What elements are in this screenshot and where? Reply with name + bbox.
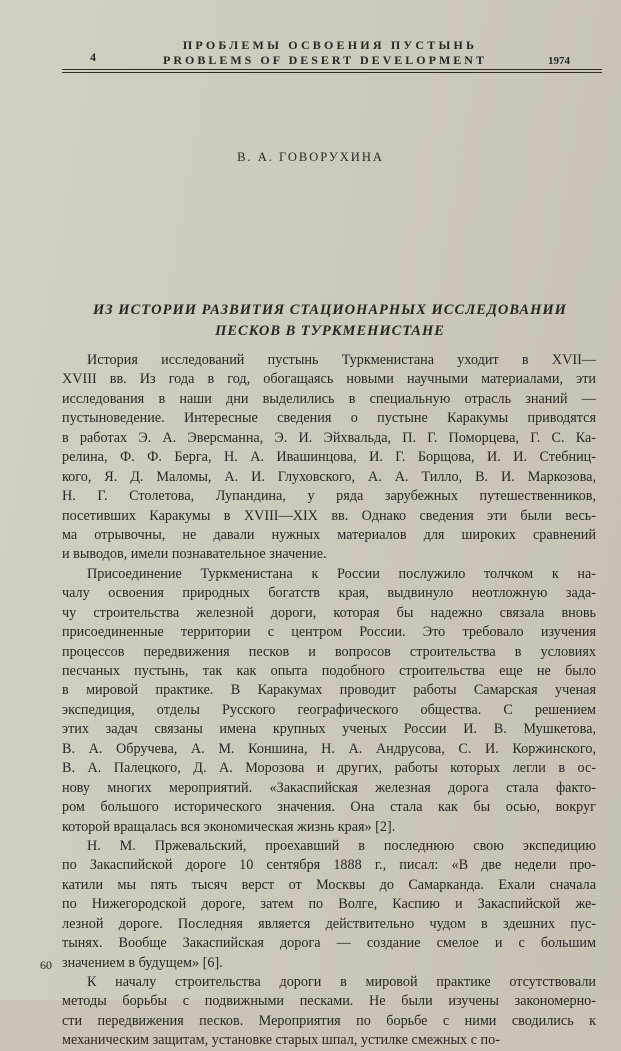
text-line: посетивших Каракумы в XVIII—XIX вв. Однако сведения эти были весь- (62, 507, 596, 524)
text-line: релина, Ф. Ф. Берга, Н. А. Ивашинцова, И. Г. Борщова, И. И. Стебниц- (62, 449, 596, 466)
text-line: механическим защитам, установке старых шпал, устилке смежных с по- (62, 1032, 500, 1049)
text-line: значением в будущем» [6]. (62, 954, 223, 971)
text-line: кого, Я. Д. Маломы, А. И. Глуховского, А. А. Тилло, В. И. Маркозова, (62, 468, 596, 485)
text-line: ма отрывочны, не давали нужных материалов для широких сравнений (62, 526, 596, 543)
text-line: по Закаспийской дороге 10 сентября 1888 г., писал: «В две недели про- (62, 857, 596, 874)
text-line: по Нижегородской дороге, затем по Волге, Каспию и Закаспийской же- (62, 896, 596, 913)
text-line: В. А. Обручева, А. М. Коншина, Н. А. Андрусова, С. И. Коржинского, (62, 740, 596, 757)
paragraph (62, 837, 596, 973)
text-line: методы борьбы с подвижными песками. Не были изучены закономерно- (62, 993, 596, 1010)
text-line: пустыноведение. Интересные сведения о пустыне Каракумы приводятся (62, 410, 596, 427)
article-title-line: ПЕСКОВ В ТУРКМЕНИСТАНЕ (215, 323, 445, 339)
article-title (60, 300, 600, 342)
text-line: в работах Э. А. Эверсманна, Э. И. Эйхвальда, П. Г. Поморцева, Г. С. Ка- (62, 429, 596, 446)
footer-page-number: 60 (40, 958, 52, 972)
text-line: К началу строительства дороги в мировой практике отсутствовали (87, 974, 596, 990)
text-line: сти передвижения песков. Мероприятия по борьбе с ними сводились к (62, 1012, 596, 1029)
header-year: 1974 (548, 55, 570, 67)
paragraph (62, 351, 596, 565)
article-title-line: ИЗ ИСТОРИИ РАЗВИТИЯ СТАЦИОНАРНЫХ ИССЛЕДОВАНИИ (93, 302, 567, 318)
text-line: лезной дороге. Последняя является действительно чудом в здешних пус- (62, 915, 596, 932)
text-line: чалу освоения природных богатств края, выдвинуло неотложную зада- (62, 585, 596, 602)
journal-title-en: PROBLEMS OF DESERT DEVELOPMENT (163, 53, 487, 67)
text-line: которой вращалась вся экономическая жизнь края» [2]. (62, 818, 396, 835)
text-line: нову многих мероприятий. «Закаспийская железная дорога стала факто- (62, 779, 596, 796)
text-line: присоединенные территории с центром России. Это требовало изучения (62, 624, 596, 641)
article-body (62, 351, 596, 1051)
paragraph (62, 973, 596, 1051)
header-page-number: 4 (90, 50, 96, 64)
journal-title-ru: ПРОБЛЕМЫ ОСВОЕНИЯ ПУСТЫНЬ (182, 38, 478, 52)
text-line: Н. Г. Столетова, Лупандина, у ряда зарубежных путешественников, (62, 488, 596, 505)
header-rule-thin (62, 72, 602, 73)
text-line: В. А. Палецкого, Д. А. Морозова и других, работы которых легли в ос- (62, 760, 596, 777)
text-line: ром большого исторического значения. Она стала как бы осью, вокруг (62, 799, 596, 816)
text-line: этих задач связаны имена крупных ученых России И. В. Мушкетова, (62, 721, 596, 738)
text-line: экспедиция, отделы Русского географического общества. С решением (62, 701, 596, 718)
text-line: тынях. Вообще Закаспийская дорога — создание смелое и с большим (62, 935, 596, 952)
text-line: Присоединение Туркменистана к России послужило толчком к на- (87, 565, 596, 582)
text-line: процессов передвижения песков и вопросов строительства в условиях (62, 643, 596, 660)
text-line: XVIII вв. Из года в год, обогащаясь новыми научными материалами, эти (62, 371, 596, 388)
text-line: чу строительства железной дороги, которая бы надежно связала вновь (62, 604, 596, 621)
text-line: исследования в наши дни выделились в специальную отрасль знаний — (62, 390, 596, 407)
paragraph (62, 565, 596, 837)
text-line: и выводов, имели познавательное значение. (62, 546, 327, 563)
text-line: Н. М. Пржевальский, проехавший в последнюю свою экспедицию (87, 837, 596, 854)
text-line: катили мы пять тысяч верст от Москвы до Самарканда. Ехали сначала (62, 876, 596, 893)
text-line: История исследований пустынь Туркменистана уходит в XVII— (87, 352, 596, 368)
text-line: в мировой практике. В Каракумах проводит работы Самарская ученая (62, 682, 596, 699)
text-line: песчаных пустынь, так как опыта подобного строительства еще не было (62, 663, 596, 679)
header-rule (62, 69, 602, 70)
article-author: В. А. ГОВОРУХИНА (237, 150, 384, 164)
